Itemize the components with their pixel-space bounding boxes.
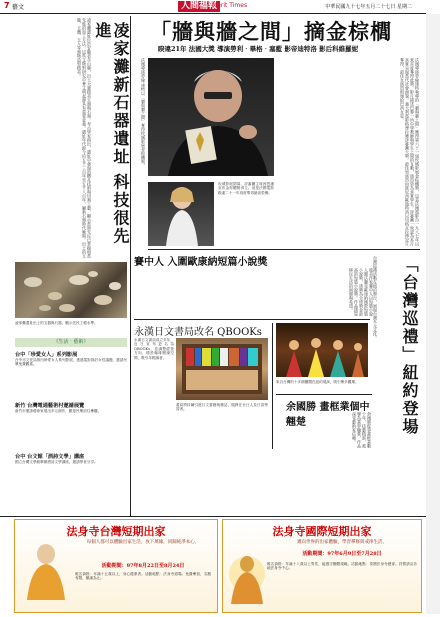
newspaper-logo-en: Merit Times <box>212 2 248 9</box>
headline-bookstore: 永漢日文書局改名 QBOOKs <box>134 327 262 338</box>
actress-illustration <box>148 182 214 246</box>
left-banner-slogan: 每個人都可以體驗出家生活，放下萬緣，回歸純淨本心。 <box>86 540 200 545</box>
performance-photo <box>276 323 368 377</box>
left-banner-dates: 活動期間：97年8月22日至8月24日 <box>101 563 185 569</box>
monk-figure-icon <box>21 540 71 600</box>
bookstore-article-cont: 書局將持續引進日文書籍與雜誌，服務在台日人及日語學習者。 <box>176 403 268 412</box>
right-banner-dates: 活動期間：97年6月9日至7月28日 <box>302 551 382 557</box>
section-label: 藝文 <box>12 4 25 11</box>
headline-award: 賽中人 入圍歐康納短篇小說獎 <box>134 257 268 268</box>
buddha-icon <box>227 544 267 604</box>
item3-title: 台中 台文館「酒詩文學」講座 <box>15 454 85 460</box>
item2-body: 新竹市邀請藝術家展出多元創作，歡迎民眾前往參觀。 <box>15 409 102 413</box>
main-subhead: 睽違21年 法國大獎 導演勞利‧畢格‧塞藍 影帝迪特洛 影后科維羅妮 <box>158 45 359 53</box>
item1-body: 台中市文化局推出珍愛女人系列影展，透過電影探討女性議題，邀請民眾免費觀賞。 <box>15 358 127 367</box>
director-with-palm-illustration <box>148 58 274 176</box>
tour-article-body: 台灣巡禮活動在紐約舉行，展現台灣多元文化。 <box>373 256 378 340</box>
bookstore-article-body: 永漢日文書局成立多年，近日宣布更名為QBOOKs，並調整經營方向，增設咖啡閱讀空間，吸引年輕讀者。 <box>134 338 174 360</box>
performance-caption: 來自台灣的十多個團體在紐約展演，吸引眾多觀眾。 <box>276 380 359 384</box>
artifacts-caption: 凌家灘遺址出土的玉器與石器，顯示先民工藝水準。 <box>15 321 98 325</box>
issue-date: 中華民國九十七年五月二十七日 星期二 <box>325 4 412 10</box>
left-article-body: 凌家灘遺址位於安徽省含山縣，出土大量精美玉器與石器。考古學家指出，遺址中發現的鑽孔技術與切割工藝，顯示當時先民已掌握相當先進的加工方法。這些文物對研究中華文明起源具有重要意義。遺址年代距今約五千三百年至五千八百年，屬新石器時代晚期。出土的玉龍、玉鷹、玉人等器物造型精美。 <box>77 18 92 258</box>
artifacts-photo <box>15 262 127 318</box>
dancers-illustration <box>276 323 368 377</box>
award-winner-photo <box>148 58 274 176</box>
page-number: 7 <box>4 1 10 10</box>
headline-frame-maker: 余國勝 畫框業個中翹楚 <box>286 402 370 428</box>
section-rule <box>148 249 420 250</box>
right-banner-title: 法身寺國際短期出家 <box>272 525 372 538</box>
right-banner-details: 報名資格：年滿十八歲以上男性，能遵守團體規範。活動地點：泰國法身寺總部。詳情請洽各地法身寺中心。 <box>267 562 417 571</box>
item2-title: 新竹 台灣電通藝術村邀請展覽 <box>15 403 85 409</box>
main-article-body: 法國導演勞倫康特執導的「牆與牆之間」獲得第六十一屆坎城影展金棕櫚獎，這是法國電影自一九八七年以來首度奪得此獎。影片描述巴黎一所中學教師與學生之間的互動，演員皆為真實學生。評審團一致認為本片真實呈現當代社會面貌。義大利電影格摩拉獲評審團大獎。最佳男演員由班尼西歐迪特洛以切格瓦拉傳記片奪得，最佳女演員則頒給巴西女星。 <box>400 58 420 246</box>
item1-title: 台中「珍愛女人」系列影展 <box>15 352 78 358</box>
frame-article-body: 余國勝從事畫框業數十年，技藝精湛，被譽為業界翹楚，作品深受藝術家信賴。 <box>352 412 372 448</box>
column-divider <box>130 16 131 516</box>
side-strip <box>426 14 440 614</box>
right-retreat-banner[interactable] <box>222 519 422 613</box>
newspaper-logo: 人間福報 <box>178 1 220 12</box>
left-banner-title: 法身寺台灣短期出家 <box>66 525 166 538</box>
section-rule-3 <box>276 394 372 395</box>
bookstore-photo <box>176 338 268 400</box>
main-article-fragment: 坎城影展閉幕，評審團主席西恩潘宣布金棕櫚獎得主。這是法國電影睽違二十一年再度奪得最高榮譽。 <box>218 182 274 195</box>
left-headline: 凌家灘新石器遺址 科技很先進 <box>93 22 130 246</box>
item3-body: 國立台灣文學館舉辦酒詩文學講座，邀請學者分享。 <box>15 460 98 464</box>
main-headline: 「牆與牆之間」摘金棕櫚 <box>150 19 392 44</box>
banner-rule <box>0 516 426 517</box>
award-article-body: 旅美作家賽中人以短篇小說入圍法蘭克歐康納國際短篇小說獎，該獎為全球獎金最高的短篇小說獎。作品描寫移民生活的困頓與希望。 <box>349 268 374 316</box>
box-heading: 《生活‧藝術》 <box>15 338 127 347</box>
right-banner-slogan: 邁向世界的出家體驗，學習禪修與戒律生活。 <box>297 540 387 545</box>
headline-taiwan-tour: 「台灣巡禮」紐約登場 <box>400 256 419 436</box>
bookshelf-illustration <box>176 338 268 400</box>
actress-photo <box>148 182 214 246</box>
left-retreat-banner[interactable] <box>14 519 218 613</box>
left-banner-details: 報名資格：年滿十五歲以上，身心健康者。活動地點：法身寺道場。免費參加，名額有限，額滿為止。 <box>75 572 211 581</box>
section-rule-2 <box>134 319 370 320</box>
header-rule <box>0 13 426 14</box>
caption-vertical: 法國導演勞倫‧康特以「牆與牆之間」奪得坎城影展金棕櫚獎。 <box>141 58 146 168</box>
middle-divider <box>272 323 273 449</box>
artifacts-illustration <box>15 262 127 318</box>
